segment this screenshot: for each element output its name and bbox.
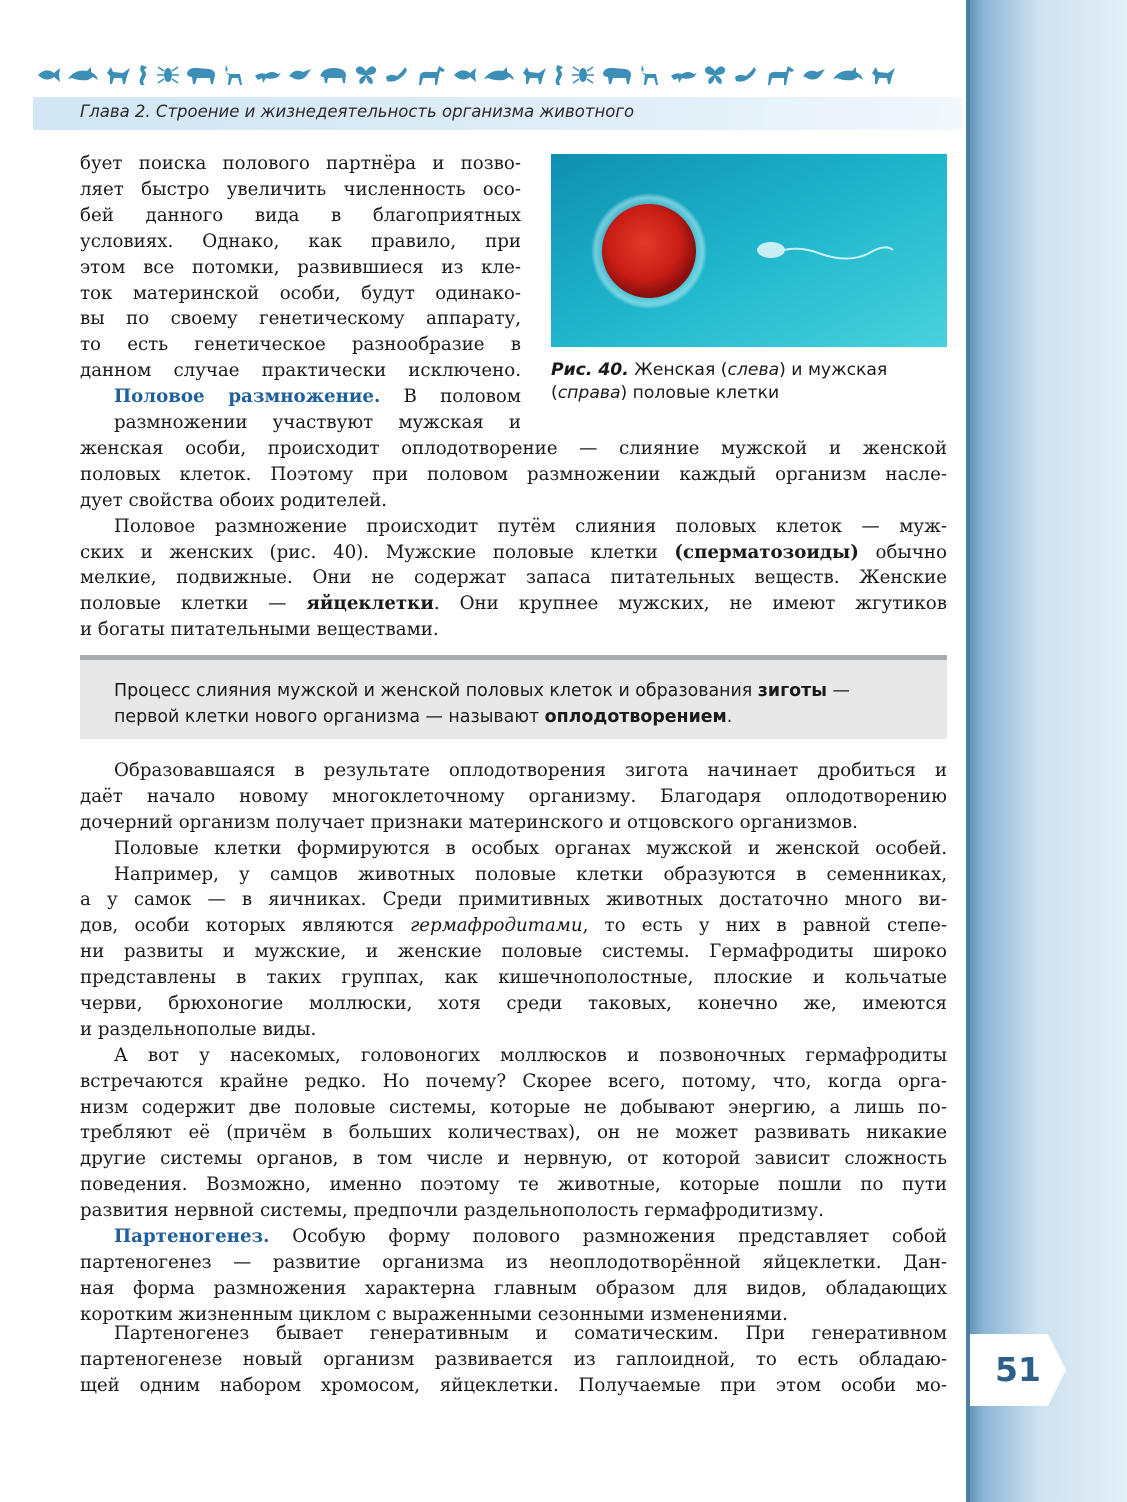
text-line: коротким жизненным циклом с выраженными сезонными изменениями. [80,1303,788,1325]
insect-icon [156,65,180,85]
text-line: дочерний организм получает признаки материнского и отцовского организмов. [80,811,858,833]
text-line: вы по своему генетическому аппарату, [80,308,521,330]
text-line: Образовавшаяся в результате оплодотворения зигота начинает дробиться и [114,760,947,781]
text-line: партеногенез — развитие организма из неоплодотворённой яйцеклетки. Дан- [80,1251,947,1273]
fish-icon [36,66,62,84]
text-line: ни развиты и мужские, и женские половые системы. Гермафродиты широко [80,941,947,963]
figure-caption: Рис. 40. Женская (слева) и мужская (справа) половые клетки [551,360,888,403]
text-line: поведения. Возможно, именно поэтому те животные, которые пошли по пути [80,1174,947,1196]
beetle-icon [571,65,595,85]
text-line: половые клетки — яйцеклетки. Они крупнее мужских, не имеют жгутиков [80,593,947,615]
sperm-head [757,242,785,258]
text-line: даёт начало новому многоклеточному организму. Благодаря оплодотворению [80,785,947,807]
final-paragraph [80,1321,947,1399]
horse-icon [415,64,447,86]
text-line: Половые клетки формируются в особых органах мужской и женской особей. [114,837,947,859]
term-zygote: зиготы [757,681,827,701]
text-line: черви, брюхоногие моллюски, хотя среди таковых, конечно же, имеются [80,993,947,1015]
text-line: а у самок — в яичниках. Среди примитивных животных достаточно много ви- [80,889,947,911]
bison-icon [185,65,217,85]
text-line: данном случае практически исключено. [80,360,521,382]
bird-icon [287,66,313,84]
text-line: дует свойства обоих родителей. [80,489,388,511]
page-edge-line [966,0,970,1502]
text-line: условиях. Однако, как правило, при [80,230,521,252]
text-line: низм содержит две половые системы, которые не добывают энергию, а лишь по- [80,1096,947,1118]
text-line: женская особи, происходит оплодотворение — слияние мужской и женской [80,438,947,459]
seahorse-icon [136,64,150,86]
text-line: то есть генетическое разнообразие в [80,334,521,356]
term-fertilization: оплодотворением [544,707,727,727]
definition-text: Процесс слияния мужской и женской половых клеток и образования зиготы — первой клетки нового организма — называют оплодотворением. [114,681,850,727]
text-line: представлены в таких группах, как кишечнополостные, плоские и кольчатые [80,967,947,989]
text-line: щей одним набором хромосом, яйцеклетки. Получаемые при этом особи мо- [80,1374,947,1396]
text-line: требляют её (причём в больших количествах), он не может развивать никакие [80,1122,947,1144]
whale-icon [483,66,515,84]
scorpion-icon [383,65,409,85]
term-hermaphrodites: гермафродитами [410,915,583,937]
text-line: другие системы органов, в том числе и нервную, от которой зависит сложность [80,1148,947,1170]
sexual-reproduction-paragraph [80,436,947,643]
page-number: 51 [995,1350,1041,1389]
swallow-icon [801,66,827,84]
egg-and-sperm-image [551,154,947,347]
term-egg: яйцеклетки [306,593,434,615]
lizard-icon [254,66,282,84]
animal-silhouette-strip [36,62,896,88]
text-line: Партеногенез. Особую форму полового размножения представляет собой [114,1226,947,1248]
section-heading-parthenogenesis: Партеногенез. [114,1226,270,1248]
text-line: встречаются крайне редко. Но почему? Скорее всего, потому, что, когда орга- [80,1070,947,1092]
bull-icon [601,65,633,85]
dolphin-icon [67,66,99,84]
text-line: этом все потомки, развившиеся из кле- [80,256,521,278]
antelope-icon [638,64,664,86]
text-line: Половое размножение. В половом [114,386,521,408]
text-line: партеногенезе новый организм развивается из гаплоидной, то есть обладаю- [80,1348,947,1370]
text-line: Партеногенез бывает генеративным и соматическим. При генеративном [114,1323,947,1344]
text-line: дов, особи которых являются гермафродитами, то есть у них в равной степе- [80,915,948,937]
dog-icon [870,65,896,85]
text-line: развития нервной системы, предпочли раздельнополость гермафродитизму. [80,1200,824,1222]
deer-icon [222,64,248,86]
text-line: А вот у насекомых, головоногих моллюсков и позвоночных гермафродиты [114,1044,947,1066]
pony-icon [764,64,796,86]
section-heading-sexual: Половое размножение. [114,386,381,408]
boar-icon [318,65,348,85]
definition-box [80,655,947,739]
text-line: Например, у самцов животных половые клетки образуются в семенниках, [114,863,947,885]
text-line: и богаты питательными веществами. [80,619,439,641]
text-line: и раздельнополые виды. [80,1018,317,1040]
text-line: ток материнской особи, будут одинако- [80,282,521,304]
term-sperm: (сперматозоиды) [674,541,859,563]
fish-icon-2 [452,66,478,84]
gecko-icon [670,66,698,84]
text-line: Половое размножение происходит путём слияния половых клеток — муж- [114,515,947,537]
chapter-title: Глава 2. Строение и жизнедеятельность организма животного [80,102,635,121]
text-line: половых клеток. Поэтому при половом размножении каждый организм насле- [80,463,947,485]
crayfish-icon [732,65,758,85]
text-line: размножении участвуют мужская и [114,412,521,434]
figure-40-photo [551,154,947,347]
wolf-icon [521,65,547,85]
fox-icon [105,65,131,85]
text-line: бует поиска полового партнёра и позво- [80,153,521,174]
text-line: ских и женских (рис. 40). Мужские половые клетки (сперматозоиды) обычно [80,541,947,563]
text-line: бей данного вида в благоприятных [80,204,521,226]
page-edge-band [968,0,1127,1502]
text-line: мелкие, подвижные. Они не содержат запаса питательных веществ. Женские [80,567,947,589]
butterfly-icon [354,65,378,85]
text-line: ляет быстро увеличить численность осо- [80,178,521,200]
seahorse-icon-2 [552,64,566,86]
top-column-text [80,151,521,436]
text-line: ная форма размножения характерна главным образом для видов, обладающих [80,1277,947,1299]
moth-icon [703,65,727,85]
lower-body-text [80,758,947,1328]
figure-label: Рис. 40. [551,360,629,380]
shark-icon [832,66,864,84]
